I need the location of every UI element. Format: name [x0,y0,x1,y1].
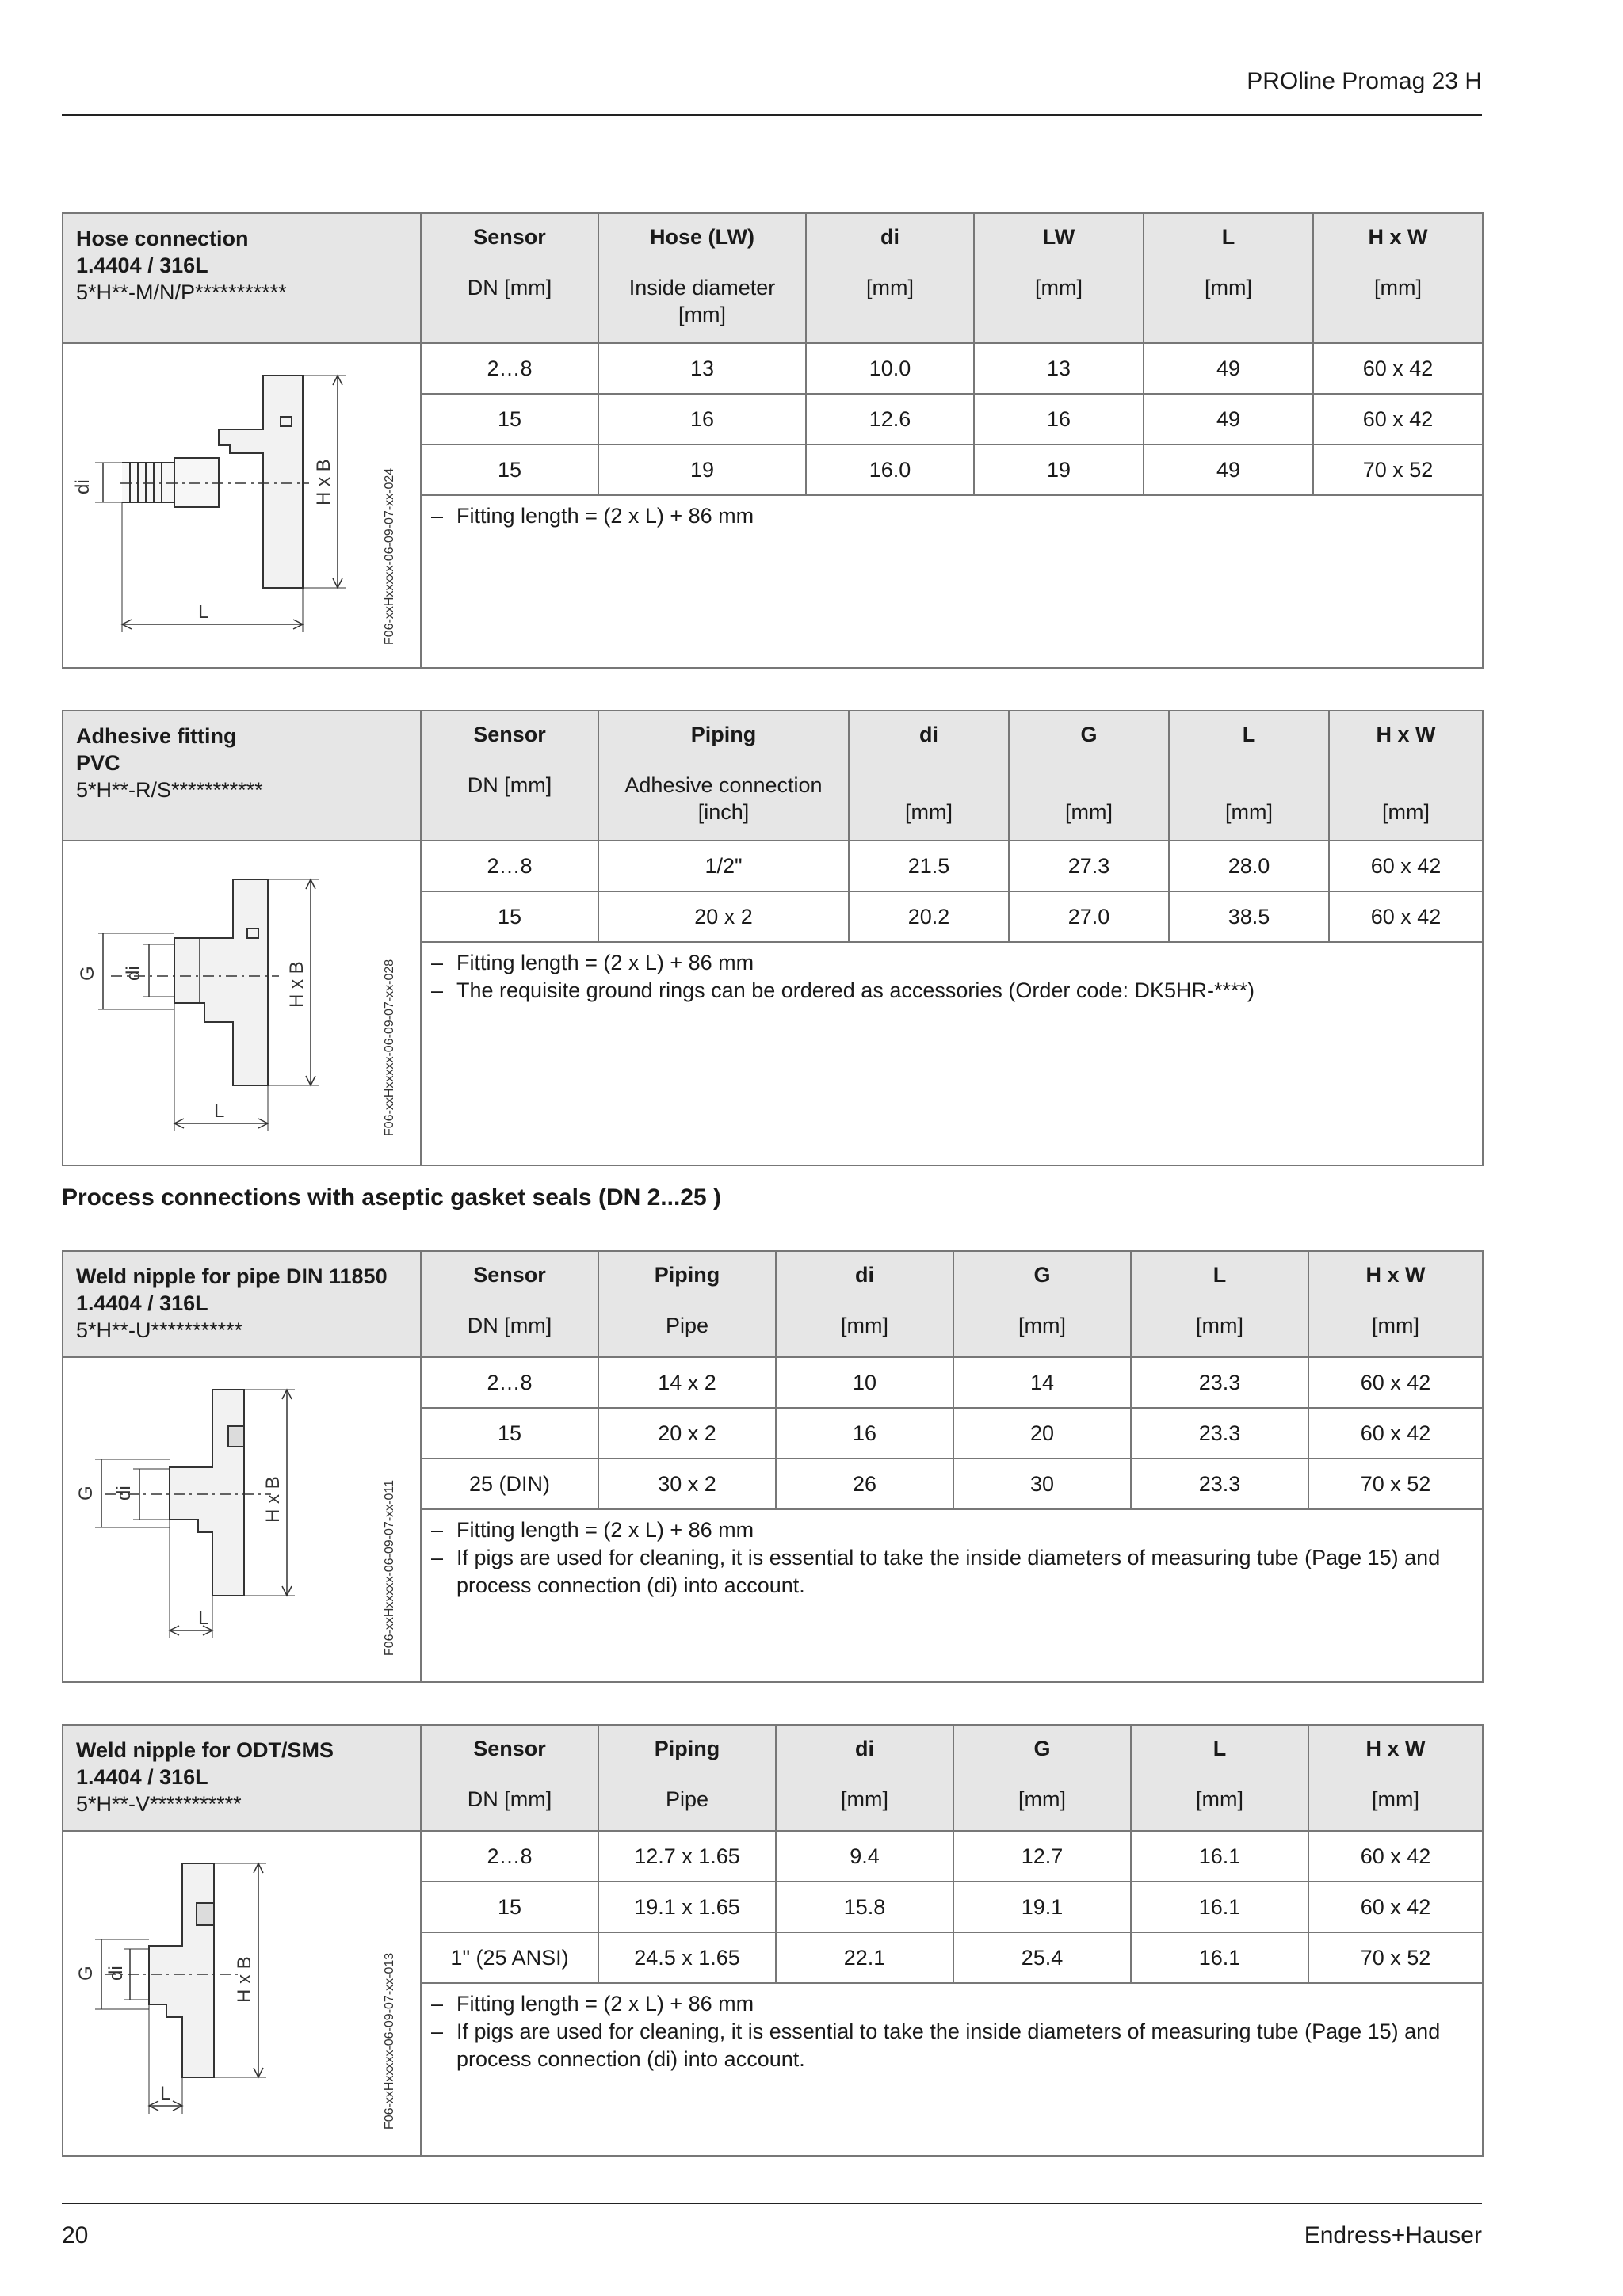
table-cell: 15.8 [776,1882,953,1932]
weld-nipple-din-drawing [63,1357,421,1682]
table-cell: 12.7 [953,1831,1131,1882]
figure-reference: F06-xxHxxxxx-06-09-07-xx-024 [383,467,396,645]
table-cell: 2…8 [421,841,598,891]
material: 1.4404 / 316L [76,254,208,277]
column-unit: [mm] [1225,800,1273,824]
column-unit: [mm] [1374,276,1422,299]
table-cell: 15 [421,891,598,942]
column-unit: DN [mm] [467,1787,552,1811]
note-text: If pigs are used for cleaning, it is essential to take the inside diameters of measuring tube (Page 15) and process connection (di) into account. [456,2019,1441,2071]
note-text: Fitting length = (2 x L) + 86 mm [456,1992,754,2016]
table-cell: 19.1 x 1.65 [598,1882,776,1932]
weld-nipple-din-diagram [63,1358,422,1683]
column-header: H x W [1365,1737,1426,1760]
column-unit: [mm] [1382,800,1430,824]
column-unit: [mm] [905,800,953,824]
column-header: Sensor [473,225,546,249]
length-label: L [214,1100,225,1122]
note-text: Fitting length = (2 x L) + 86 mm [456,951,754,974]
header-rule [62,114,1482,116]
column-unit: [mm] [1065,800,1113,824]
column-unit: DN [mm] [467,276,552,299]
table-cell: 16.1 [1131,1932,1308,1983]
column-unit: Adhesive connection [inch] [624,773,823,824]
column-header: di [919,723,938,746]
table-cell: 38.5 [1169,891,1329,942]
column-header: Sensor [473,1263,546,1287]
table-row [63,1357,1483,1408]
table-cell: 25 (DIN) [421,1459,598,1509]
note-text: Fitting length = (2 x L) + 86 mm [456,1518,754,1542]
column-header: Piping [690,723,757,746]
figure-reference: F06-xxHxxxxx-06-09-07-xx-028 [383,959,396,1136]
column-unit: [mm] [1018,1787,1066,1811]
column-header: Sensor [473,1737,546,1760]
table-cell: 15 [421,444,598,495]
table-cell: 1/2" [598,841,849,891]
column-header: di [855,1263,874,1287]
di-label: di [105,1966,127,1981]
weld-nipple-odt-drawing [63,1831,421,2156]
adhesive-fitting-drawing [63,841,421,1165]
section-heading: Process connections with aseptic gasket seals (DN 2...25 ) [62,1184,721,1211]
column-header: G [1033,1737,1051,1760]
column-header: Piping [654,1737,720,1760]
table-cell: 70 x 52 [1308,1932,1483,1983]
order-code: 5*H**-M/N/P*********** [76,280,287,304]
column-unit: [mm] [1196,1787,1243,1811]
table-cell: 22.1 [776,1932,953,1983]
column-unit: [mm] [841,1314,888,1337]
table-cell: 49 [1144,444,1313,495]
table-cell: 12.6 [806,394,974,444]
column-unit: [mm] [1372,1314,1419,1337]
di-label: di [123,966,144,981]
table-cell: 15 [421,1408,598,1459]
di-label: di [113,1486,135,1501]
column-header: LW [1042,225,1075,249]
column-header: L [1221,225,1235,249]
table-cell: 13 [598,343,806,394]
table-cell: 19 [974,444,1144,495]
note-text: If pigs are used for cleaning, it is essential to take the inside diameters of measuring tube (Page 15) and process connection (di) into account. [456,1546,1441,1597]
hxb-label: H x B [313,459,334,505]
table-cell: 16 [974,394,1144,444]
table-cell: 30 x 2 [598,1459,776,1509]
table-row [63,841,1483,891]
table-cell: 9.4 [776,1831,953,1882]
table-cell: 70 x 52 [1308,1459,1483,1509]
page-number: 20 [62,2222,89,2248]
note-text: Fitting length = (2 x L) + 86 mm [456,504,754,528]
column-unit: Pipe [665,1314,709,1337]
table-cell: 12.7 x 1.65 [598,1831,776,1882]
table-cell: 15 [421,394,598,444]
table-cell: 10 [776,1357,953,1408]
table-cell: 60 x 42 [1313,343,1483,394]
hose-connection-table [62,212,1484,669]
table-cell: 28.0 [1169,841,1329,891]
column-unit: [mm] [1196,1314,1243,1337]
table-cell: 20 x 2 [598,891,849,942]
table-cell: 16 [598,394,806,444]
hose-connection-diagram [63,344,422,666]
column-unit: [mm] [866,276,914,299]
table-cell: 60 x 42 [1308,1831,1483,1882]
document-title: PROline Promag 23 H [1247,68,1482,94]
table-cell: 49 [1144,343,1313,394]
weld-nipple-odt-diagram [63,1832,422,2157]
column-header: Hose (LW) [650,225,754,249]
column-header: H x W [1365,1263,1426,1287]
table-cell: 20 x 2 [598,1408,776,1459]
column-unit: [mm] [1205,276,1252,299]
column-header: Sensor [473,723,546,746]
table-title-cell [63,1251,421,1357]
table-notes: – Fitting length = (2 x L) + 86 mm – The requisite ground rings can be ordered as accessories (Order code: DK5HR-****) [421,942,1483,1165]
table-title: Hose connection [76,227,249,250]
table-cell: 19.1 [953,1882,1131,1932]
table-cell: 21.5 [849,841,1009,891]
length-label: L [198,1608,209,1629]
g-label: G [75,1486,97,1501]
table-cell: 1" (25 ANSI) [421,1932,598,1983]
table-cell: 60 x 42 [1313,394,1483,444]
table-cell: 19 [598,444,806,495]
table-title: Weld nipple for pipe DIN 11850 [76,1264,388,1288]
table-cell: 2…8 [421,1831,598,1882]
table-cell: 60 x 42 [1329,891,1483,942]
column-header: H x W [1376,723,1436,746]
column-header: Piping [654,1263,720,1287]
column-header: L [1212,1737,1227,1760]
note-text: The requisite ground rings can be ordered as accessories (Order code: DK5HR-****) [456,978,1254,1002]
column-header: G [1080,723,1098,746]
table-cell: 2…8 [421,343,598,394]
g-label: G [77,966,98,981]
table-cell: 27.3 [1009,841,1169,891]
table-cell: 49 [1144,394,1313,444]
hxb-label: H x B [286,961,307,1008]
column-header: L [1242,723,1256,746]
figure-reference: F06-xxHxxxxx-06-09-07-xx-011 [383,1480,396,1656]
order-code: 5*H**-V*********** [76,1792,242,1816]
hose-connection-drawing [63,343,421,668]
g-label: G [75,1966,97,1981]
table-title: Weld nipple for ODT/SMS [76,1738,334,1762]
column-unit: [mm] [841,1787,888,1811]
table-cell: 26 [776,1459,953,1509]
column-unit: [mm] [1035,276,1083,299]
table-title-cell [63,711,421,841]
footer-rule [62,2203,1482,2204]
table-cell: 20 [953,1408,1131,1459]
table-cell: 10.0 [806,343,974,394]
length-label: L [160,2083,171,2104]
material: 1.4404 / 316L [76,1765,208,1789]
table-cell: 2…8 [421,1357,598,1408]
column-header: H x W [1368,225,1428,249]
adhesive-fitting-table [62,710,1484,1166]
table-cell: 27.0 [1009,891,1169,942]
table-cell: 23.3 [1131,1408,1308,1459]
table-title-cell [63,213,421,343]
column-header: di [855,1737,874,1760]
column-unit: DN [mm] [467,1314,552,1337]
table-cell: 14 [953,1357,1131,1408]
table-cell: 60 x 42 [1308,1408,1483,1459]
table-cell: 30 [953,1459,1131,1509]
order-code: 5*H**-U*********** [76,1318,243,1342]
material: PVC [76,751,120,775]
table-cell: 23.3 [1131,1459,1308,1509]
table-title: Adhesive fitting [76,724,237,748]
table-notes: – Fitting length = (2 x L) + 86 mm – If pigs are used for cleaning, it is essential to take the inside diameters of measuring tube (Page 15) and process connection (di) into account. [421,1983,1483,2156]
table-cell: 60 x 42 [1329,841,1483,891]
table-notes: – Fitting length = (2 x L) + 86 mm [421,495,1483,668]
weld-nipple-din-table [62,1250,1484,1683]
length-label: L [198,601,209,623]
figure-reference: F06-xxHxxxxx-06-09-07-xx-013 [383,1952,396,2130]
table-cell: 25.4 [953,1932,1131,1983]
brand-name: Endress+Hauser [1304,2222,1482,2248]
table-cell: 24.5 x 1.65 [598,1932,776,1983]
table-row [63,343,1483,394]
column-unit: [mm] [1372,1787,1419,1811]
table-cell: 14 x 2 [598,1357,776,1408]
table-cell: 15 [421,1882,598,1932]
table-cell: 16 [776,1408,953,1459]
column-unit: [mm] [1018,1314,1066,1337]
table-notes: – Fitting length = (2 x L) + 86 mm – If pigs are used for cleaning, it is essential to take the inside diameters of measuring tube (Page 15) and process connection (di) into account. [421,1509,1483,1682]
column-unit: Pipe [665,1787,709,1811]
table-cell: 16.0 [806,444,974,495]
material: 1.4404 / 316L [76,1291,208,1315]
table-cell: 20.2 [849,891,1009,942]
column-header: di [880,225,899,249]
column-header: L [1212,1263,1227,1287]
table-cell: 70 x 52 [1313,444,1483,495]
weld-nipple-odt-table [62,1724,1484,2157]
column-unit: Inside diameter [mm] [628,276,776,326]
adhesive-fitting-diagram [63,841,422,1163]
table-cell: 16.1 [1131,1882,1308,1932]
table-row [63,1831,1483,1882]
order-code: 5*H**-R/S*********** [76,778,263,802]
hxb-label: H x B [262,1476,284,1523]
di-label: di [72,479,94,494]
table-cell: 60 x 42 [1308,1882,1483,1932]
table-cell: 23.3 [1131,1357,1308,1408]
table-title-cell [63,1725,421,1831]
column-unit: DN [mm] [467,773,552,797]
column-header: G [1033,1263,1051,1287]
hxb-label: H x B [234,1956,255,2003]
table-cell: 13 [974,343,1144,394]
table-cell: 16.1 [1131,1831,1308,1882]
table-cell: 60 x 42 [1308,1357,1483,1408]
